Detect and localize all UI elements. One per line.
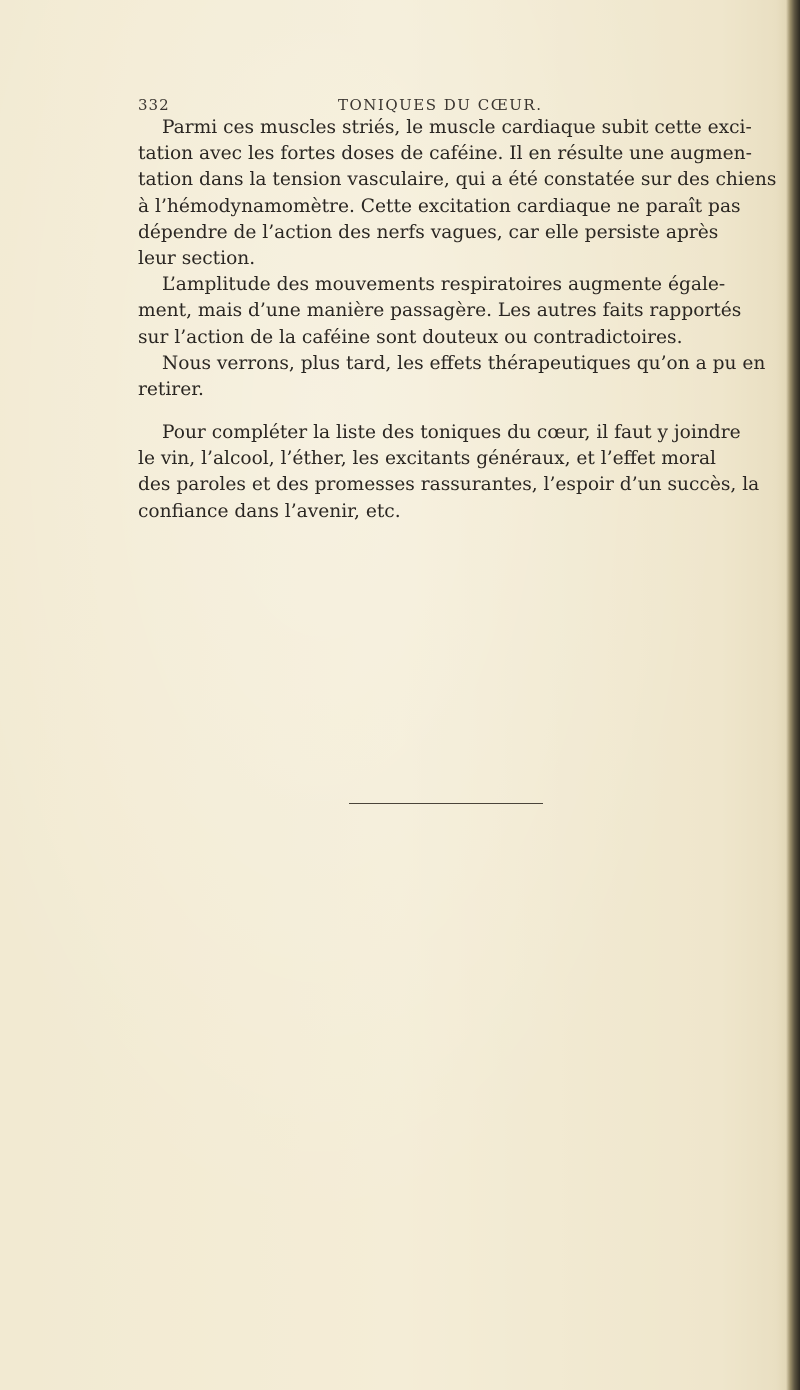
running-title: TONIQUES DU CŒUR. (338, 96, 543, 114)
page-number: 332 (138, 96, 170, 114)
text-line: tation avec les fortes doses de caféine. Il en résulte une augmen- (138, 143, 752, 165)
paragraph-2 (138, 272, 788, 351)
text-line: leur section. (138, 247, 256, 269)
text-line: à l’hémodynamomètre. Cette excitation cardiaque ne paraît pas (138, 195, 741, 217)
text-line: retirer. (138, 378, 204, 400)
text-line: confiance dans l’avenir, etc. (138, 500, 401, 522)
paragraph-spacer (138, 403, 788, 420)
body-text (138, 115, 788, 525)
text-line: Nous verrons, plus tard, les effets thérapeutiques qu’on a pu en (162, 352, 766, 374)
text-line: tation dans la tension vasculaire, qui a été constatée sur des chiens (138, 169, 777, 191)
running-head (138, 96, 778, 116)
text-line: dépendre de l’action des nerfs vagues, car elle persiste après (138, 221, 719, 243)
text-line: ment, mais d’une manière passagère. Les autres faits rapportés (138, 300, 742, 322)
text-line: L’amplitude des mouvements respiratoires augmente égale- (162, 274, 726, 296)
text-line: des paroles et des promesses rassurantes, l’espoir d’un succès, la (138, 474, 760, 496)
paragraph-1 (138, 115, 788, 272)
text-line: Pour compléter la liste des toniques du cœur, il faut y joindre (162, 422, 741, 444)
section-end-rule (349, 803, 543, 804)
text-line: Parmi ces muscles striés, le muscle cardiaque subit cette exci- (162, 117, 752, 138)
page-binding-edge (786, 0, 800, 1390)
paragraph-3 (138, 351, 788, 403)
paragraph-4 (138, 420, 788, 525)
text-line: le vin, l’alcool, l’éther, les excitants généraux, et l’effet moral (138, 448, 716, 470)
text-line: sur l’action de la caféine sont douteux ou contradictoires. (138, 326, 683, 348)
